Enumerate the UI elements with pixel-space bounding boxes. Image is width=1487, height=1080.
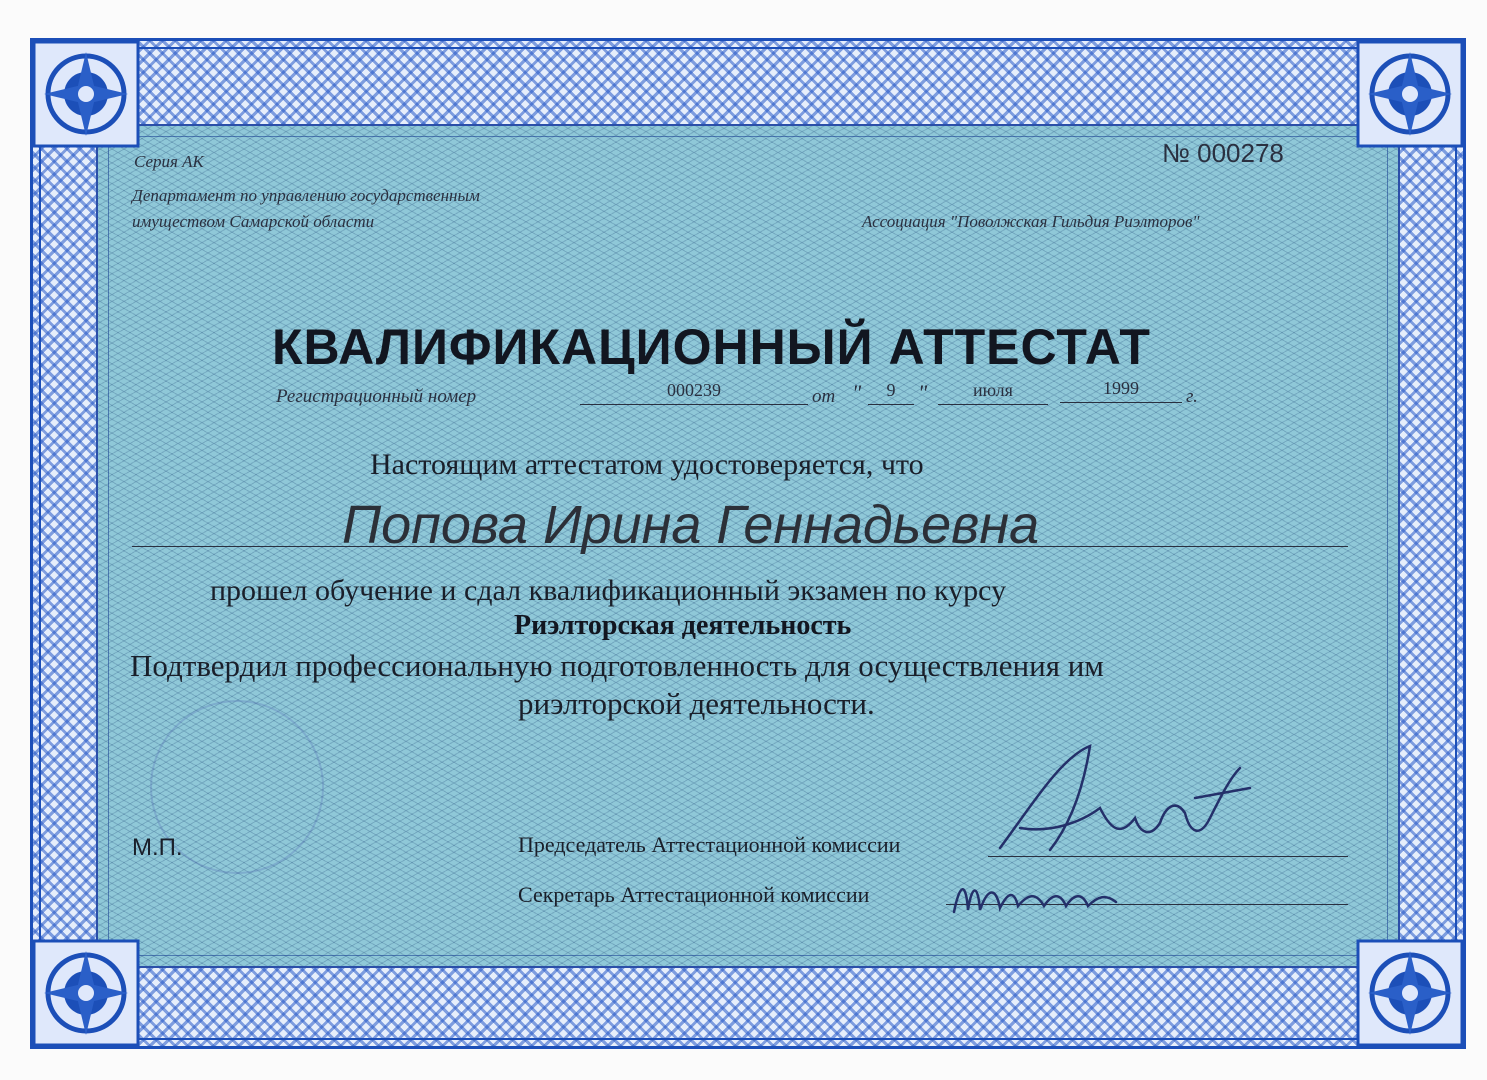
certify-statement: Настоящим аттестатом удостоверяется, что [370,448,924,481]
quote-close: " [918,380,928,405]
corner-ornament-icon [1354,38,1466,150]
year-suffix: г. [1186,386,1198,407]
holder-full-name: Попова Ирина Геннадьевна [342,495,1040,555]
corner-ornament-icon [30,937,142,1049]
passed-statement: прошел обучение и сдал квалификационный экзамен по курсу [210,574,1007,607]
confirmation-line-1: Подтвердил профессиональную подготовленность для осуществления им [130,648,1104,683]
registration-year: 1999 [1060,378,1182,403]
confirmation-line-2: риэлторской деятельности. [518,686,875,721]
association-name: Ассоциация "Поволжская Гильдия Риэлторов" [862,212,1200,231]
registration-label: Регистрационный номер [276,386,477,407]
corner-ornament-icon [30,38,142,150]
certificate-number: № 000278 [1162,138,1284,168]
series-label: Серия АК [134,152,204,171]
quote-open: " [852,380,862,405]
document-title: КВАЛИФИКАЦИОННЫЙ АТТЕСТАТ [272,319,1151,375]
secretary-label: Секретарь Аттестационной комиссии [518,882,870,907]
secretary-signature-icon [948,872,1148,922]
department-line-1: Департамент по управлению государственным [132,186,480,205]
from-label: от [812,386,836,407]
chairman-label: Председатель Аттестационной комиссии [518,832,901,857]
stamp-place-label: М.П. [132,834,183,861]
registration-number: 000239 [580,380,808,405]
department-line-2: имуществом Самарской области [132,212,375,231]
chairman-signature-icon [990,738,1260,868]
registration-day: 9 [868,380,914,405]
corner-ornament-icon [1354,937,1466,1049]
registration-month: июля [938,380,1048,405]
name-underline [132,546,1348,547]
course-name: Риэлторская деятельность [514,610,852,641]
